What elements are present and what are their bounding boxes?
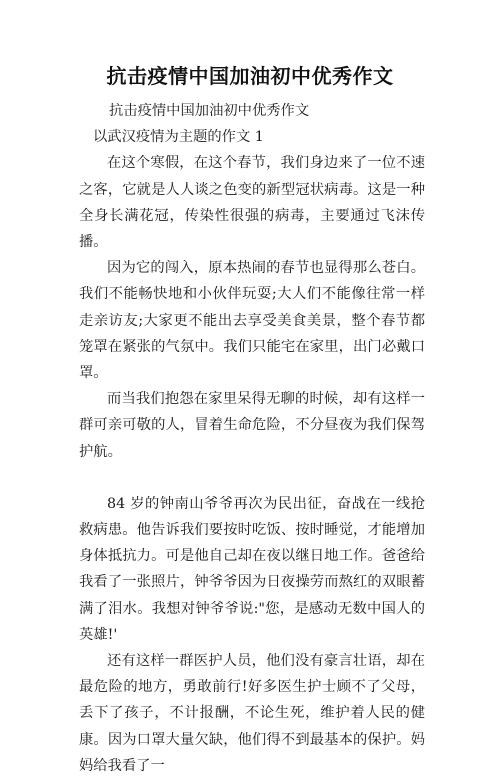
- paragraph-5: 还有这样一群医护人员，他们没有豪言壮语，却在最危险的地方，勇敢前行!好多医生护士顾不了父母，丢下了孩子，不计报酬，不论生死，维护着人民的健康。因为口罩大量欠缺，他们得不到最基本的保护。妈妈给我看了一: [79, 653, 425, 774]
- paragraph-4: 84 岁的钟南山爷爷再次为民出征，奋战在一线抢救病患。他告诉我们要按时吃饭、按时睡觉，才能增加身体抵抗力。可是他自己却在夜以继日地工作。爸爸给我看了一张照片，钟爷爷因为日夜操劳而熬红的双眼蓄满了泪水。我想对钟爷爷说:"您，是感动无数中国人的英雄!': [79, 495, 425, 643]
- document-subtitle: 抗击疫情中国加油初中优秀作文: [109, 103, 310, 119]
- paragraph-2: 因为它的闯入，原本热闹的春节也显得那么苍白。我们不能畅快地和小伙伴玩耍;大人们不能像往常一样走亲访友;大家更不能出去享受美食美景，整个春节都笼罩在紧张的气氛中。我们只能宅在家里，出门必戴口罩。: [79, 260, 425, 382]
- section-heading: 以武汉疫情为主题的作文 1: [93, 129, 264, 146]
- paragraph-3: 而当我们抱怨在家里呆得无聊的时候，却有这样一群可亲可敬的人，冒着生命危险，不分昼夜为我们保驾护航。: [79, 391, 425, 460]
- paragraph-1: 在这个寒假，在这个春节，我们身边来了一位不速之客，它就是人人谈之色变的新型冠状病毒。这是一种全身长满花冠，传染性很强的病毒，主要通过飞沫传播。: [79, 155, 425, 251]
- document-title: 抗击疫情中国加油初中优秀作文: [106, 64, 394, 88]
- document-body: [79, 98, 425, 779]
